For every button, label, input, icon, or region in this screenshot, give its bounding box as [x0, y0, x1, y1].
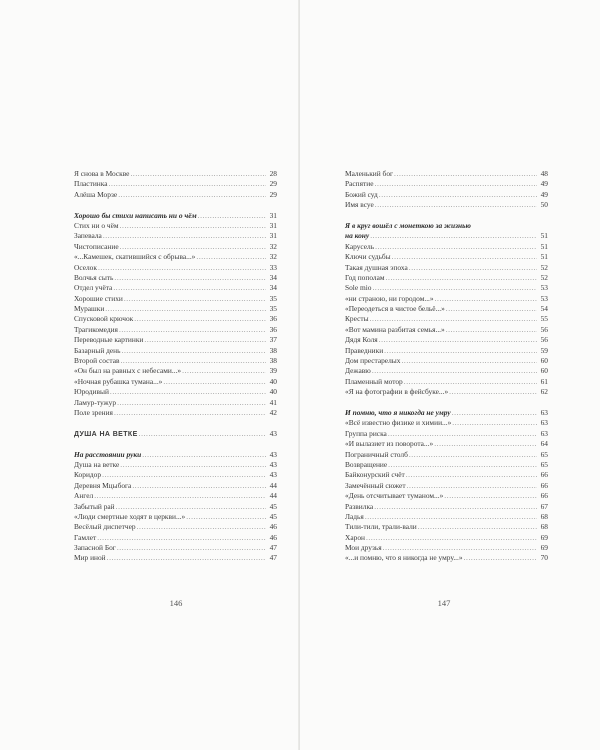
toc-entry — [345, 356, 548, 366]
toc-entry-title: Ангел — [74, 491, 94, 501]
toc-entry-page: 46 — [269, 522, 277, 532]
toc-entry-title: Группа риска — [345, 428, 387, 438]
dot-leader — [98, 263, 266, 273]
toc-entry — [74, 190, 277, 200]
toc-entry — [74, 502, 277, 512]
toc-entry-title: Кресты — [345, 314, 369, 324]
toc-entry-title: Праведники — [345, 345, 384, 355]
toc-entry-title: «День отсчитывает туманом...» — [345, 491, 444, 501]
dot-leader — [434, 439, 537, 449]
toc-entry-title: Я снова в Москве — [74, 169, 130, 178]
dot-leader — [122, 346, 266, 356]
toc-entry-page: 31 — [269, 220, 277, 230]
dot-leader — [446, 325, 537, 335]
toc-entry-page: 65 — [540, 449, 548, 459]
toc-entry-title: Харон — [345, 532, 365, 542]
toc-entry-page: 47 — [269, 553, 277, 563]
toc-entry — [345, 460, 548, 470]
toc-entry-page: 43 — [269, 459, 277, 469]
toc-entry — [345, 273, 548, 283]
toc-entry-page: 44 — [269, 480, 277, 490]
toc-entry-page: 49 — [540, 179, 548, 189]
toc-entry-page: 32 — [269, 241, 277, 251]
toc-entry-title: Душа на ветке — [74, 459, 120, 469]
toc-left — [74, 169, 277, 564]
toc-entry-page: 38 — [269, 356, 277, 366]
toc-entry-title: «Всё известно физике и химии...» — [345, 418, 452, 428]
toc-entry-page: 35 — [269, 293, 277, 303]
toc-entry-page: 28 — [269, 169, 277, 178]
toc-entry — [345, 450, 548, 460]
toc-entry-title: Тили-тили, трали-вали — [345, 522, 417, 532]
toc-entry-title: Деревня Мцыбога — [74, 480, 132, 490]
dot-leader — [406, 470, 537, 480]
toc-part-heading — [74, 429, 277, 439]
dot-leader — [388, 429, 537, 439]
spacer — [74, 200, 277, 210]
toc-entry — [345, 481, 548, 491]
toc-entry-title: Запевала — [74, 231, 102, 241]
toc-entry-title: На расстоянии руки — [74, 449, 142, 459]
toc-entry-page: 69 — [540, 543, 548, 553]
dot-leader — [113, 283, 266, 293]
toc-entry-page: 65 — [540, 459, 548, 469]
dot-leader — [379, 335, 537, 345]
toc-entry — [74, 221, 277, 231]
toc-entry — [345, 533, 548, 543]
toc-section-heading — [74, 211, 277, 221]
dot-leader — [401, 356, 537, 366]
dot-leader — [137, 522, 266, 532]
toc-entry-title: «...и помню, что я никогда не умру...» — [345, 553, 463, 563]
toc-entry-title: Год пополам — [345, 272, 385, 282]
toc-entry-title: Отдел учёта — [74, 283, 113, 293]
toc-entry — [345, 169, 548, 179]
toc-entry-page: 35 — [269, 304, 277, 314]
toc-entry-title: Волчья сыть — [74, 272, 114, 282]
toc-entry — [74, 398, 277, 408]
right-page — [300, 0, 600, 750]
dot-leader — [452, 408, 537, 418]
toc-entry-page: 29 — [269, 189, 277, 199]
dot-leader — [392, 252, 537, 262]
toc-entry — [345, 553, 548, 563]
toc-entry-title: Ламур-тужур — [74, 397, 117, 407]
toc-entry-page: 51 — [540, 241, 548, 251]
toc-entry — [345, 470, 548, 480]
toc-entry-title: «Люди смертные ходят в церкви...» — [74, 511, 186, 521]
dot-leader — [117, 543, 266, 553]
toc-entry-title: Спусковой крючок — [74, 314, 134, 324]
toc-entry-page: 29 — [269, 179, 277, 189]
toc-entry-page: 43 — [269, 428, 277, 438]
dot-leader — [139, 429, 266, 439]
toc-entry — [74, 304, 277, 314]
toc-entry-page: 55 — [540, 314, 548, 324]
dot-leader — [375, 200, 537, 210]
toc-entry — [74, 335, 277, 345]
dot-leader — [134, 314, 266, 324]
spacer — [345, 398, 548, 408]
toc-entry-title: «Ночная рубашка тумана...» — [74, 376, 163, 386]
toc-entry — [345, 377, 548, 387]
toc-entry-title: ДУША НА ВЕТКЕ — [74, 430, 138, 438]
dot-leader — [446, 304, 537, 314]
toc-entry-title: Мурашки — [74, 304, 105, 314]
dot-leader — [114, 273, 266, 283]
toc-entry — [74, 460, 277, 470]
dot-leader — [374, 502, 537, 512]
toc-entry-title: Второй состав — [74, 356, 120, 366]
toc-entry-title: Трагикомедия — [74, 324, 118, 334]
toc-entry — [345, 439, 548, 449]
toc-entry-page: 48 — [540, 169, 548, 178]
toc-entry — [74, 242, 277, 252]
toc-entry-title: Базарный день — [74, 345, 121, 355]
toc-entry-title: И помню, что я никогда не умру — [345, 407, 451, 417]
dot-leader — [366, 533, 537, 543]
toc-entry — [74, 356, 277, 366]
toc-entry — [74, 522, 277, 532]
toc-entry-page: 53 — [540, 283, 548, 293]
toc-entry-title: Весёлый диспетчер — [74, 522, 136, 532]
dot-leader — [409, 450, 537, 460]
dot-leader — [120, 356, 266, 366]
toc-entry — [74, 491, 277, 501]
dot-leader — [132, 481, 266, 491]
dot-leader — [370, 314, 537, 324]
toc-entry — [345, 502, 548, 512]
toc-entry — [345, 314, 548, 324]
toc-entry — [74, 169, 277, 179]
toc-entry — [74, 377, 277, 387]
dot-leader — [370, 231, 537, 241]
toc-entry-page: 66 — [540, 470, 548, 480]
toc-entry-page: 62 — [540, 387, 548, 397]
toc-entry — [74, 408, 277, 418]
toc-entry-page: 68 — [540, 511, 548, 521]
toc-entry — [74, 283, 277, 293]
toc-entry-page: 53 — [540, 293, 548, 303]
toc-entry-page: 50 — [540, 200, 548, 210]
toc-entry-page: 70 — [540, 553, 548, 563]
toc-entry-title: Запасной Бог — [74, 543, 116, 553]
toc-entry — [345, 543, 548, 553]
toc-entry-title: Пламенный мотор — [345, 376, 403, 386]
toc-entry-title: Коридор — [74, 470, 102, 480]
toc-entry — [345, 491, 548, 501]
toc-entry — [74, 314, 277, 324]
dot-leader — [182, 366, 266, 376]
toc-entry — [345, 522, 548, 532]
dot-leader — [120, 460, 266, 470]
dot-leader — [384, 346, 537, 356]
toc-entry-page: 68 — [540, 522, 548, 532]
toc-entry — [74, 366, 277, 376]
toc-entry-page: 49 — [540, 189, 548, 199]
toc-entry — [345, 200, 548, 210]
toc-entry-title: «...Камешек, скатившийся с обрыва...» — [74, 252, 196, 262]
toc-entry-title: «Я на фотографии в фейсбуке...» — [345, 387, 449, 397]
dot-leader — [372, 366, 537, 376]
toc-entry-page: 34 — [269, 283, 277, 293]
toc-entry-page: 56 — [540, 335, 548, 345]
dot-leader — [120, 242, 266, 252]
dot-leader — [107, 553, 266, 563]
dot-leader — [404, 377, 537, 387]
toc-entry-title: Развилка — [345, 501, 374, 511]
toc-right — [345, 169, 548, 564]
dot-leader — [464, 553, 537, 563]
toc-entry-title: Хорошо бы стихи написать ни о чём — [74, 210, 197, 220]
dot-leader — [409, 263, 537, 273]
toc-entry — [345, 252, 548, 262]
spacer — [74, 418, 277, 428]
toc-entry — [345, 283, 548, 293]
toc-entry-title: Чистописание — [74, 241, 119, 251]
dot-leader — [97, 533, 266, 543]
toc-entry — [74, 481, 277, 491]
dot-leader — [119, 325, 266, 335]
dot-leader — [375, 242, 537, 252]
toc-entry — [74, 553, 277, 563]
section-heading-line: Я в круг вошёл с монеткою за жизнью — [345, 220, 471, 230]
toc-entry-page: 64 — [540, 439, 548, 449]
dot-leader — [196, 252, 266, 262]
dot-leader — [449, 387, 537, 397]
toc-section-heading — [74, 450, 277, 460]
dot-leader — [186, 512, 266, 522]
toc-entry — [74, 231, 277, 241]
toc-entry-title: «ни страною, ни городом...» — [345, 293, 434, 303]
toc-entry — [345, 335, 548, 345]
toc-entry-page: 60 — [540, 356, 548, 366]
dot-leader — [120, 221, 266, 231]
dot-leader — [118, 190, 266, 200]
toc-entry-page: 56 — [540, 324, 548, 334]
toc-entry-page: 32 — [269, 252, 277, 262]
toc-section-heading — [345, 231, 548, 241]
toc-entry — [345, 418, 548, 428]
toc-entry-page: 33 — [269, 262, 277, 272]
toc-entry-page: 67 — [540, 501, 548, 511]
toc-entry-title: «И вылазиет из поворота...» — [345, 439, 434, 449]
toc-entry-page: 61 — [540, 376, 548, 386]
toc-entry-page: 40 — [269, 376, 277, 386]
toc-entry-page: 66 — [540, 480, 548, 490]
toc-entry-title: Дядя Коля — [345, 335, 378, 345]
toc-entry-title: Замечённый сюжет — [345, 480, 406, 490]
toc-entry-title: Такая душная эпоха — [345, 262, 408, 272]
toc-entry-title: Оселок — [74, 262, 97, 272]
dot-leader — [116, 502, 266, 512]
dot-leader — [105, 304, 266, 314]
toc-entry-page: 69 — [540, 532, 548, 542]
toc-entry-page: 52 — [540, 272, 548, 282]
dot-leader — [117, 398, 266, 408]
toc-entry-page: 51 — [540, 231, 548, 241]
toc-section-heading — [345, 408, 548, 418]
toc-entry-title: Пластинка — [74, 179, 108, 189]
toc-entry-page: 43 — [269, 470, 277, 480]
dot-leader — [418, 522, 537, 532]
dot-leader — [375, 179, 538, 189]
toc-entry-title: Хорошие стихи — [74, 293, 123, 303]
toc-entry-title: Дом престарелых — [345, 356, 401, 366]
dot-leader — [383, 543, 537, 553]
dot-leader — [198, 211, 266, 221]
toc-entry — [74, 543, 277, 553]
toc-entry-page: 37 — [269, 335, 277, 345]
toc-entry — [74, 346, 277, 356]
toc-entry — [74, 252, 277, 262]
toc-entry-page: 45 — [269, 511, 277, 521]
toc-entry-title: Имя всуе — [345, 200, 374, 210]
toc-entry — [345, 242, 548, 252]
spacer — [74, 439, 277, 449]
toc-entry-title: «Переодеться в чистое бельё...» — [345, 304, 445, 314]
toc-entry — [345, 346, 548, 356]
toc-entry-page: 59 — [540, 345, 548, 355]
dot-leader — [379, 190, 537, 200]
toc-entry-page: 31 — [269, 210, 277, 220]
toc-entry — [74, 470, 277, 480]
toc-entry — [345, 304, 548, 314]
toc-entry-title: Маленький бог — [345, 169, 394, 178]
toc-entry — [345, 294, 548, 304]
toc-entry-title: Байконурский счёт — [345, 470, 405, 480]
toc-entry — [74, 512, 277, 522]
toc-entry — [345, 179, 548, 189]
toc-entry-title: Распятие — [345, 179, 374, 189]
toc-entry — [345, 325, 548, 335]
toc-entry — [345, 429, 548, 439]
toc-entry — [345, 263, 548, 273]
dot-leader — [144, 335, 266, 345]
toc-entry-page: 54 — [540, 304, 548, 314]
dot-leader — [109, 179, 267, 189]
toc-entry-title: Божий суд — [345, 189, 378, 199]
toc-entry-page: 38 — [269, 345, 277, 355]
dot-leader — [142, 450, 266, 460]
toc-entry-title: Гамлет — [74, 532, 97, 542]
dot-leader — [435, 294, 537, 304]
toc-entry-page: 63 — [540, 428, 548, 438]
dot-leader — [110, 387, 266, 397]
dot-leader — [102, 470, 266, 480]
toc-entry-page: 60 — [540, 366, 548, 376]
toc-entry — [74, 273, 277, 283]
toc-entry-page: 52 — [540, 262, 548, 272]
dot-leader — [114, 408, 266, 418]
toc-entry-page: 34 — [269, 272, 277, 282]
toc-entry-title: Возвращение — [345, 459, 388, 469]
toc-entry — [74, 294, 277, 304]
dot-leader — [94, 491, 266, 501]
toc-entry-title: на кону — [345, 231, 370, 241]
toc-entry — [345, 512, 548, 522]
toc-entry-page: 39 — [269, 366, 277, 376]
toc-entry-page: 63 — [540, 418, 548, 428]
page-number-right: 147 — [437, 598, 451, 608]
toc-entry-page: 45 — [269, 501, 277, 511]
toc-entry-title: Алёша Морзе — [74, 189, 118, 199]
toc-entry-page: 63 — [540, 407, 548, 417]
dot-leader — [444, 491, 537, 501]
toc-entry-title: Дежавю — [345, 366, 371, 376]
dot-leader — [124, 294, 266, 304]
toc-entry-title: Переводные картинки — [74, 335, 144, 345]
toc-entry-title: Мои друзья — [345, 543, 382, 553]
toc-entry-title: Поле зрения — [74, 407, 113, 417]
toc-entry — [345, 387, 548, 397]
toc-entry — [74, 179, 277, 189]
toc-entry-page: 47 — [269, 543, 277, 553]
toc-entry-page: 41 — [269, 397, 277, 407]
toc-entry-title: Мир иной — [74, 553, 106, 563]
dot-leader — [365, 512, 537, 522]
toc-entry-page: 51 — [540, 252, 548, 262]
toc-entry-title: Ладья — [345, 511, 364, 521]
toc-entry-page: 42 — [269, 407, 277, 417]
toc-entry-title: «Вот мамина разбитая семья...» — [345, 324, 445, 334]
dot-leader — [103, 231, 266, 241]
toc-entry-page: 36 — [269, 314, 277, 324]
toc-entry-title: Sole mio — [345, 283, 372, 293]
toc-entry-page: 44 — [269, 491, 277, 501]
toc-entry — [74, 325, 277, 335]
toc-entry — [74, 263, 277, 273]
dot-leader — [386, 273, 537, 283]
page-number-left: 146 — [169, 598, 183, 608]
toc-entry — [74, 533, 277, 543]
toc-entry-title: Ключи судьбы — [345, 252, 391, 262]
dot-leader — [372, 283, 537, 293]
toc-entry-title: Пограничный столб — [345, 449, 408, 459]
toc-entry-page: 43 — [269, 449, 277, 459]
toc-entry-page: 40 — [269, 387, 277, 397]
toc-entry-title: Стих ни о чём — [74, 220, 119, 230]
toc-entry — [345, 190, 548, 200]
toc-entry — [74, 387, 277, 397]
toc-entry-title: Карусель — [345, 241, 375, 251]
toc-entry — [345, 366, 548, 376]
toc-entry-page: 36 — [269, 324, 277, 334]
toc-entry-title: Забытый рай — [74, 501, 115, 511]
spacer — [345, 211, 548, 221]
toc-entry-page: 66 — [540, 491, 548, 501]
toc-entry-page: 31 — [269, 231, 277, 241]
dot-leader — [130, 169, 266, 179]
toc-entry-page: 46 — [269, 532, 277, 542]
dot-leader — [407, 481, 537, 491]
dot-leader — [388, 460, 537, 470]
dot-leader — [394, 169, 537, 179]
toc-entry-title: «Он был на равных с небесами...» — [74, 366, 182, 376]
dot-leader — [452, 418, 537, 428]
toc-entry-title: Юродивый — [74, 387, 109, 397]
dot-leader — [163, 377, 266, 387]
